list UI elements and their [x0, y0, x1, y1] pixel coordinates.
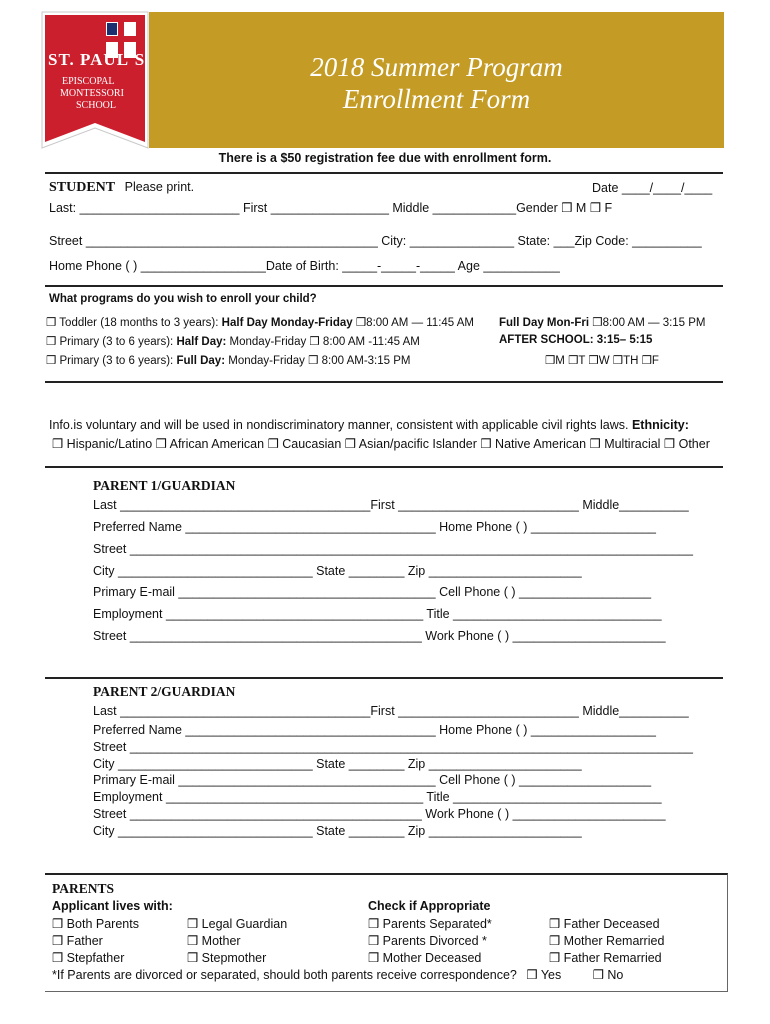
full-day-time: ❒8:00 AM — 3:15 PM — [592, 317, 706, 329]
option-stepfather[interactable]: ❒ Stepfather — [52, 951, 125, 965]
divider — [45, 466, 723, 468]
option-mother[interactable]: ❒ Mother — [187, 934, 241, 948]
option-mother-deceased[interactable]: ❒ Mother Deceased — [368, 951, 482, 965]
parent2-employment-line[interactable]: Employment _____________________________________ Title ______________________________ — [93, 790, 662, 804]
parents-heading: PARENTS — [52, 881, 115, 896]
program-row-primary-full[interactable] — [46, 353, 410, 367]
student-instruction: Please print. — [124, 180, 195, 194]
student-name-line[interactable]: Last: _______________________ First _________________ Middle ____________Gender ❒ M ❒ F — [49, 201, 613, 215]
logo-line1: EPISCOPAL — [62, 76, 115, 87]
divider — [45, 381, 723, 383]
program-full-day[interactable] — [499, 315, 706, 329]
parent2-preferred-line[interactable]: Preferred Name ____________________________________ Home Phone ( ) __________________ — [93, 723, 656, 737]
logo-line3: SCHOOL — [76, 100, 117, 111]
form-title-line1: 2018 Summer Program — [310, 52, 563, 82]
divider — [45, 172, 723, 174]
parent1-preferred-line[interactable]: Preferred Name ____________________________________ Home Phone ( ) __________________ — [93, 520, 656, 534]
form-title-line2: Enrollment Form — [342, 84, 531, 114]
primary-option: ❒ Primary (3 to 6 years): — [46, 336, 174, 348]
primary-full-time: Monday-Friday ❒ 8:00 AM-3:15 PM — [228, 355, 411, 367]
correspondence-no[interactable]: ❒ No — [592, 968, 624, 982]
full-day-label: Full Day Mon-Fri — [499, 317, 590, 329]
ethnicity-info: Info.is voluntary and will be used in nondiscriminatory manner, consistent with applicable civil rights laws. — [49, 418, 629, 432]
student-address-line[interactable]: Street __________________________________________ City: _______________ State: ___Zip Code: __________ — [49, 234, 702, 248]
lives-with-label: Applicant lives with: — [52, 899, 173, 913]
correspondence-row — [52, 967, 623, 982]
parent2-street-line[interactable]: Street _________________________________________________________________________________ — [93, 740, 693, 754]
option-mother-remarried[interactable]: ❒ Mother Remarried — [549, 934, 665, 948]
program-row-primary-half[interactable] — [46, 334, 420, 348]
parent1-name-line[interactable]: Last ____________________________________First __________________________ Middle__________ — [93, 498, 689, 512]
after-school-days[interactable]: ❒M ❒T ❒W ❒TH ❒F — [545, 355, 659, 367]
option-father[interactable]: ❒ Father — [52, 934, 103, 948]
option-legal-guardian[interactable]: ❒ Legal Guardian — [187, 917, 288, 931]
primary-half-time: Monday-Friday ❒ 8:00 AM -11:45 AM — [229, 336, 420, 348]
option-stepmother[interactable]: ❒ Stepmother — [187, 951, 267, 965]
toddler-half-day: Half Day Monday-Friday — [221, 317, 353, 329]
parent1-city-line[interactable]: City ____________________________ State ________ Zip ______________________ — [93, 564, 582, 578]
toddler-half-time: ❒8:00 AM — 11:45 AM — [355, 317, 475, 329]
after-school-label: AFTER SCHOOL: 3:15– 5:15 — [499, 334, 653, 346]
correspondence-yes[interactable]: ❒ Yes — [526, 968, 562, 982]
check-appropriate-label: Check if Appropriate — [368, 899, 491, 913]
ethnicity-options[interactable]: ❒ Hispanic/Latino ❒ African American ❒ Caucasian ❒ Asian/pacific Islander ❒ Native American ❒ Multiracial ❒ Other — [52, 437, 710, 451]
logo-line2: MONTESSORI — [60, 88, 124, 99]
title-banner — [149, 12, 724, 148]
primary-half-day: Half Day: — [176, 336, 227, 348]
student-heading-row — [49, 180, 194, 196]
parent1-employment-line[interactable]: Employment _____________________________________ Title ______________________________ — [93, 607, 662, 621]
fee-note: There is a $50 registration fee due with enrollment form. — [218, 151, 552, 165]
student-phone-dob-line[interactable]: Home Phone ( ) __________________Date of Birth: _____-_____-_____ Age ___________ — [49, 259, 560, 273]
parent1-heading: PARENT 1/GUARDIAN — [93, 478, 236, 493]
primary-option: ❒ Primary (3 to 6 years): — [46, 355, 174, 367]
date-field[interactable]: Date ____/____/____ — [592, 181, 713, 195]
option-father-remarried[interactable]: ❒ Father Remarried — [549, 951, 662, 965]
ethnicity-info-row — [49, 418, 689, 432]
parent1-work-line[interactable]: Street __________________________________________ Work Phone ( ) ______________________ — [93, 629, 666, 643]
parent2-work-line[interactable]: Street __________________________________________ Work Phone ( ) ______________________ — [93, 807, 666, 821]
primary-full-day: Full Day: — [176, 355, 226, 367]
program-row-toddler[interactable] — [46, 315, 474, 329]
parent2-city2-line[interactable]: City ____________________________ State ________ Zip ______________________ — [93, 824, 582, 838]
option-father-deceased[interactable]: ❒ Father Deceased — [549, 917, 660, 931]
school-logo — [40, 10, 150, 150]
parent2-email-line[interactable]: Primary E-mail _____________________________________ Cell Phone ( ) ___________________ — [93, 773, 652, 787]
divider — [45, 285, 723, 287]
toddler-option: ❒ Toddler (18 months to 3 years): — [46, 317, 219, 329]
parent1-email-line[interactable]: Primary E-mail _____________________________________ Cell Phone ( ) ___________________ — [93, 585, 652, 599]
parent2-heading: PARENT 2/GUARDIAN — [93, 684, 236, 699]
option-parents-divorced[interactable]: ❒ Parents Divorced * — [368, 934, 487, 948]
student-heading: STUDENT — [49, 180, 116, 195]
option-parents-separated[interactable]: ❒ Parents Separated* — [368, 917, 492, 931]
divider — [45, 677, 723, 679]
correspondence-question: *If Parents are divorced or separated, should both parents receive correspondence? — [52, 968, 517, 982]
parent1-street-line[interactable]: Street _________________________________________________________________________________ — [93, 542, 693, 556]
logo-initials: ST. PAUL'S — [48, 50, 146, 69]
parent2-city-line[interactable]: City ____________________________ State ________ Zip ______________________ — [93, 757, 582, 771]
parent2-name-line[interactable]: Last ____________________________________First __________________________ Middle__________ — [93, 704, 689, 718]
ethnicity-label: Ethnicity: — [631, 418, 689, 432]
programs-question: What programs do you wish to enroll your child? — [49, 293, 317, 305]
option-both-parents[interactable]: ❒ Both Parents — [52, 917, 139, 931]
